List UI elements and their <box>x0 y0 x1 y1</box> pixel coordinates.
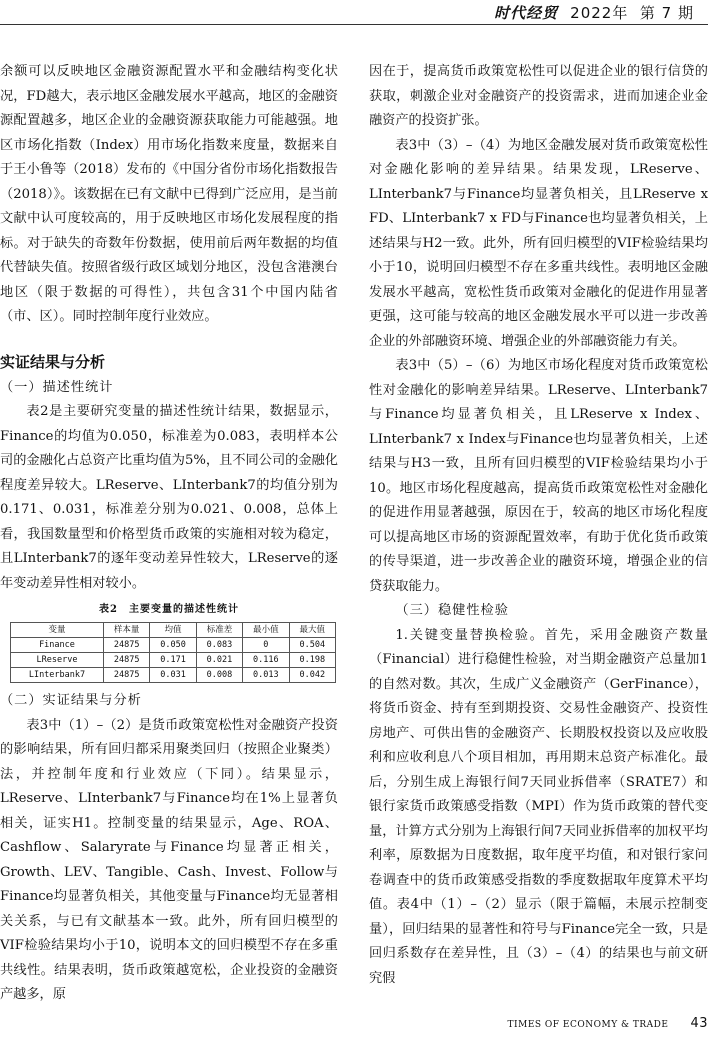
table-cell: 0 <box>243 638 289 653</box>
descriptive-stats-table <box>10 622 336 683</box>
table-cell: 0.031 <box>150 668 196 683</box>
table-cell: 0.504 <box>289 638 335 653</box>
running-header <box>0 0 708 26</box>
table-cell: 24875 <box>103 638 149 653</box>
table-cell: LInterbank7 <box>11 668 104 683</box>
table-header-cell: 最大值 <box>289 623 335 638</box>
table-cell: 0.013 <box>243 668 289 683</box>
page-footer <box>508 1016 708 1031</box>
subsection-heading: （二）实证结果与分析 <box>0 693 142 708</box>
subsection-heading: （一）描述性统计 <box>0 379 114 395</box>
header-title <box>494 2 694 23</box>
paragraph: 表2是主要研究变量的描述性统计结果，数据显示，Finance的均值为0.050，标准差为0.083，表明样本公司的金融化占总资产比重均值为5%，且不同公司的金融化程度差异较大。LReserve、LInterbank7的均值分别为0.171、0.031，标准差分别为0.021、0.008，总体上看，我国数量型和价格型货币政策的实施相对较为稳定，且LInterbank7的逐年变动差异性较大，LReserve的逐年变动差异性相对较小。 <box>0 404 338 591</box>
paragraph: 表3中（5）–（6）为地区市场化程度对货币政策宽松性对金融化的影响差异结果。LReserve、LInterbank7与Finance均显著负相关，且LReserve x Index、LInterbank7 x Index与Finance也均显著负相关，上述结果与H3一致，且所有回归模型的VIF检验结果均小于10。地区市场化程度越高，提高货币政策宽松性对金融化的促进作用显著越强，原因在于，较高的地区市场化程度可以提高地区市场的资源配置效率，有助于优化货币政策的传导渠道，进一步改善企业的融资环境，增强企业的信贷获取能力。 <box>369 358 708 594</box>
table-cell: 0.008 <box>196 668 242 683</box>
table-row <box>11 638 336 653</box>
table-cell: LReserve <box>11 653 104 668</box>
page-number: 43 <box>690 1016 708 1031</box>
table-cell: 0.042 <box>289 668 335 683</box>
paragraph: 余额可以反映地区金融资源配置水平和金融结构变化状况，FD越大，表示地区金融发展水平越高，地区的金融资源配置越多，地区企业的金融资源获取能力可能越强。地区市场化指数（Index）用市场化指数来度量，数据来自于王小鲁等（2018）发布的《中国分省份市场化指数报告（2018）》。该数据在已有文献中已得到广泛应用，是当前文献中认可度较高的，用于反映地区市场化发展程度的指标。对于缺失的奇数年份数据，使用前后两年数据的均值代替缺失值。按照省级行政区域划分地区，没包含港澳台地区（限于数据的可得性），共包含31个中国内陆省（市、区）。同时控制年度行业效应。 <box>0 64 338 324</box>
table-row <box>11 668 336 683</box>
table-cell: 24875 <box>103 668 149 683</box>
right-column <box>369 60 708 991</box>
footer-journal: TIMES OF ECONOMY & TRADE <box>507 1020 669 1030</box>
header-issue: 第 7 期 <box>639 4 694 22</box>
journal-brand: 时代经贸 <box>494 4 559 22</box>
subsection-heading: （三）稳健性检验 <box>395 603 509 618</box>
table-cell: 0.050 <box>150 638 196 653</box>
section-heading: 实证结果与分析 <box>0 352 106 371</box>
table-header-row <box>11 623 336 638</box>
paragraph: 表3中（1）–（2）是货币政策宽松性对金融资产投资的影响结果，所有回归都采用聚类回归（按照企业聚类）法，并控制年度和行业效应（下同）。结果显示，LReserve、LInterbank7与Finance均在1%上显著负相关，证实H1。控制变量的结果显示，Age、ROA、Cashflow、Salaryrate与Finance均显著正相关，Growth、LEV、Tangible、Cash、Invest、Follow与Finance均显著负相关，其他变量与Finance均无显著相关关系，与已有文献基本一致。此外，所有回归模型的VIF检验结果均小于10，说明本文的回归模型不存在多重共线性。结果表明，货币政策越宽松，企业投资的金融资产越多，原 <box>0 717 338 1002</box>
table-header-cell: 最小值 <box>243 623 289 638</box>
left-column <box>0 60 338 1008</box>
table-cell: 0.116 <box>243 653 289 668</box>
header-rule <box>0 24 708 25</box>
table-caption: 表2 主要变量的描述性统计 <box>99 604 239 615</box>
table-header-cell: 变量 <box>11 623 104 638</box>
table-cell: Finance <box>11 638 104 653</box>
table-cell: 0.021 <box>196 653 242 668</box>
table-header-cell: 标准差 <box>196 623 242 638</box>
table-cell: 24875 <box>103 653 149 668</box>
header-year: 2022年 <box>570 4 629 22</box>
table-row <box>11 653 336 668</box>
paragraph: 表3中（3）–（4）为地区金融发展对货币政策宽松性对金融化影响的差异结果。结果发现，LReserve、LInterbank7与Finance均显著负相关，且LReserve x FD、LInterbank7 x FD与Finance也均显著负相关，上述结果与H2一致。此外，所有回归模型的VIF检验结果均小于10，说明回归模型不存在多重共线性。表明地区金融发展水平越高，宽松性货币政策对金融化的促进作用显著更强，这可能与较高的地区金融发展水平可以进一步改善企业的外部融资环境、增强企业的外部融资能力有关。 <box>369 137 708 349</box>
table-cell: 0.171 <box>150 653 196 668</box>
table-header-cell: 样本量 <box>103 623 149 638</box>
table-cell: 0.198 <box>289 653 335 668</box>
paragraph: 1.关键变量替换检验。首先，采用金融资产数量（Financial）进行稳健性检验，对当期金融资产总量加1的自然对数。其次，生成广义金融资产（GerFinance），将货币资金、持有至到期投资、交易性金融资产、投资性房地产、可供出售的金融资产、长期股权投资以及应收股利和应收利息八个项目相加，再用期末总资产标准化。最后，分别生成上海银行间7天同业拆借率（SRATE7）和银行家货币政策感受指数（MPI）作为货币政策的替代变量，计算方式分别为上海银行间7天同业拆借率的加权平均利率，原数据为日度数据，取年度平均值，和对银行家问卷调查中的货币政策感受指数的季度数据取年度算术平均值。表4中（1）–（2）显示（限于篇幅，未展示控制变量），回归结果的显著性和符号与Finance完全一致，只是回归系数存在差异性，且（3）–（4）的结果也与前文研究假 <box>369 627 708 986</box>
table-cell: 0.083 <box>196 638 242 653</box>
paragraph: 因在于，提高货币政策宽松性可以促进企业的银行信贷的获取，刺激企业对金融资产的投资需求，进而加速企业金融资产的投资扩张。 <box>369 64 708 128</box>
table-header-cell: 均值 <box>150 623 196 638</box>
